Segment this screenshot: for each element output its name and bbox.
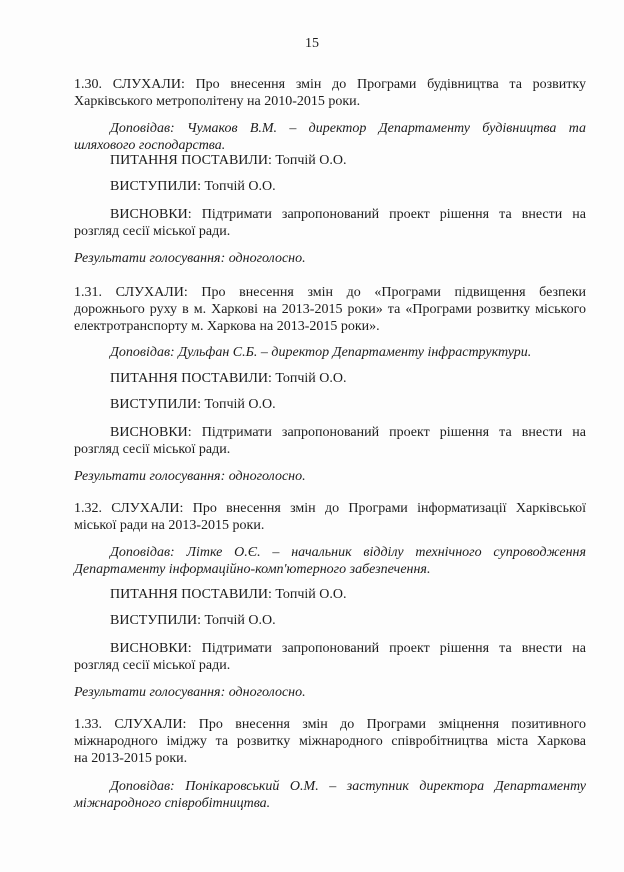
questions-1-30: ПИТАННЯ ПОСТАВИЛИ: Топчій О.О.: [110, 153, 347, 168]
heard-item-1-30: [74, 76, 586, 110]
conclusions-1-31: ВИСНОВКИ: Підтримати запропонований проект рішення та внести на розгляд сесії міської ради.: [74, 425, 586, 457]
voting-result-1-30: Результати голосування: одноголосно.: [74, 251, 306, 266]
questions-1-31: ПИТАННЯ ПОСТАВИЛИ: Топчій О.О.: [110, 371, 347, 386]
heard-text: Харківського метрополітену на 2010-2015 роки.: [74, 94, 361, 109]
questions-1-32: ПИТАННЯ ПОСТАВИЛИ: Топчій О.О.: [110, 587, 347, 602]
conclusions-1-30: ВИСНОВКИ: Підтримати запропонований проект рішення та внести на розгляд сесії міської ради.: [74, 207, 586, 239]
speaker-text: шляхового господарства.: [74, 138, 226, 153]
spoke-1-31: ВИСТУПИЛИ: Топчій О.О.: [110, 397, 276, 412]
speaker-1-30: [74, 120, 586, 154]
spoke-1-32: ВИСТУПИЛИ: Топчій О.О.: [110, 613, 276, 628]
conclusions-1-32: ВИСНОВКИ: Підтримати запропонований проект рішення та внести на розгляд сесії міської ради.: [74, 641, 586, 673]
speaker-1-31: Доповідав: Дульфан С.Б. – директор Департаменту інфраструктури.: [110, 345, 532, 360]
spoke-1-30: ВИСТУПИЛИ: Топчій О.О.: [110, 179, 276, 194]
speaker-1-33: Доповідав: Понікаровський О.М. – заступник директора Департаменту міжнародного співробітництва.: [74, 779, 586, 811]
page-number: 15: [305, 36, 319, 51]
heard-item-1-31: 1.31. СЛУХАЛИ: Про внесення змін до «Програми підвищення безпеки дорожнього руху в м. Харкові на 2013-2015 роки» та «Програми розвитку міського електротранспорту м. Харкова на 2013-2015 роки».: [74, 285, 586, 334]
heard-item-1-32: 1.32. СЛУХАЛИ: Про внесення змін до Програми інформатизації Харківської міської ради на 2013-2015 роки.: [74, 501, 586, 533]
heard-text: 1.30. СЛУХАЛИ: Про внесення змін до Програми будівництва та розвитку: [74, 77, 586, 92]
voting-result-1-32: Результати голосування: одноголосно.: [74, 685, 306, 700]
speaker-text: Доповідав: Чумаков В.М. – директор Департаменту будівництва та: [110, 121, 586, 136]
speaker-1-32: Доповідав: Літке О.Є. – начальник відділу технічного супроводження Департаменту інформаційно-комп'ютерного забезпечення.: [74, 545, 586, 577]
voting-result-1-31: Результати голосування: одноголосно.: [74, 469, 306, 484]
heard-item-1-33: 1.33. СЛУХАЛИ: Про внесення змін до Програми зміцнення позитивного міжнародного іміджу та розвитку міжнародного співробітництва міста Харкова на 2013-2015 роки.: [74, 717, 586, 766]
